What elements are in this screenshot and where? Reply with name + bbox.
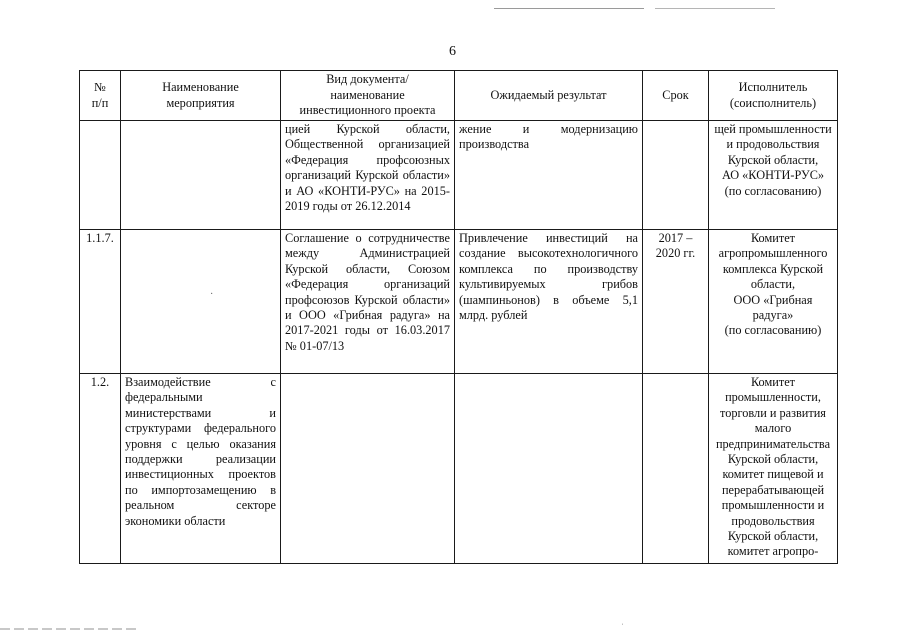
row-number: 1.1.7. xyxy=(80,230,121,374)
row-term xyxy=(643,374,709,564)
row-document: цией Курской области, Общественной организацией «Федерация профсоюзных организаций Курской области» и АО «КОНТИ-РУС» на 2015-2019 годы от 26.12.2014 xyxy=(281,121,455,230)
table-row xyxy=(80,230,838,374)
scan-artifact-bottom xyxy=(0,628,140,630)
header-document-type: Вид документа/ наименование инвестиционного проекта xyxy=(281,71,455,121)
row-executor: Комитет агропромышленного комплекса Курской области, ООО «Грибная радуга» (по согласованию) xyxy=(709,230,838,374)
row-document: Соглашение о сотрудничестве между Администрацией Курской области, Союзом «Федерация организаций профсоюзов Курской области» и ООО «Грибная радуга» на 2017-2021 годы от 16.03.2017 № 01-07/13 xyxy=(281,230,455,374)
header-term: Срок xyxy=(643,71,709,121)
table-row xyxy=(80,121,838,230)
row-result xyxy=(455,374,643,564)
row-result: Привлечение инвестиций на создание высокотехнологичного комплекса по производству культивируемых грибов (шампиньонов) в объеме 5,1 млрд. рублей xyxy=(455,230,643,374)
measures-table xyxy=(79,70,838,564)
row-number: 1.2. xyxy=(80,374,121,564)
header-expected-result: Ожидаемый результат xyxy=(455,71,643,121)
scan-artifact-line xyxy=(655,8,775,9)
header-measure-name: Наименование мероприятия xyxy=(121,71,281,121)
scan-speck: ˌ xyxy=(621,615,624,625)
scan-artifact-line xyxy=(494,8,644,9)
table-row xyxy=(80,374,838,564)
table-header-row xyxy=(80,71,838,121)
row-term xyxy=(643,121,709,230)
row-measure-name xyxy=(121,230,281,374)
row-term: 2017 – 2020 гг. xyxy=(643,230,709,374)
row-executor: щей промышленности и продовольствия Курской области, АО «КОНТИ-РУС» (по согласованию) xyxy=(709,121,838,230)
row-number xyxy=(80,121,121,230)
row-document xyxy=(281,374,455,564)
row-measure-name: Взаимодействие с федеральными министерствами и структурами федерального уровня с целью оказания поддержки реализации инвестиционных проектов по импортозамещению в реальном секторе экономики области xyxy=(121,374,281,564)
row-measure-name xyxy=(121,121,281,230)
row-executor: Комитет промышленности, торговли и развития малого предпринимательства Курской области, комитет пищевой и перерабатывающей промышленности и продовольствия Курской области, комитет агропро- xyxy=(709,374,838,564)
row-result: жение и модернизацию производства xyxy=(455,121,643,230)
page-number: 6 xyxy=(449,44,456,59)
scan-speck: · xyxy=(210,289,214,300)
header-executor: Исполнитель (соисполнитель) xyxy=(709,71,838,121)
header-number: № п/п xyxy=(80,71,121,121)
